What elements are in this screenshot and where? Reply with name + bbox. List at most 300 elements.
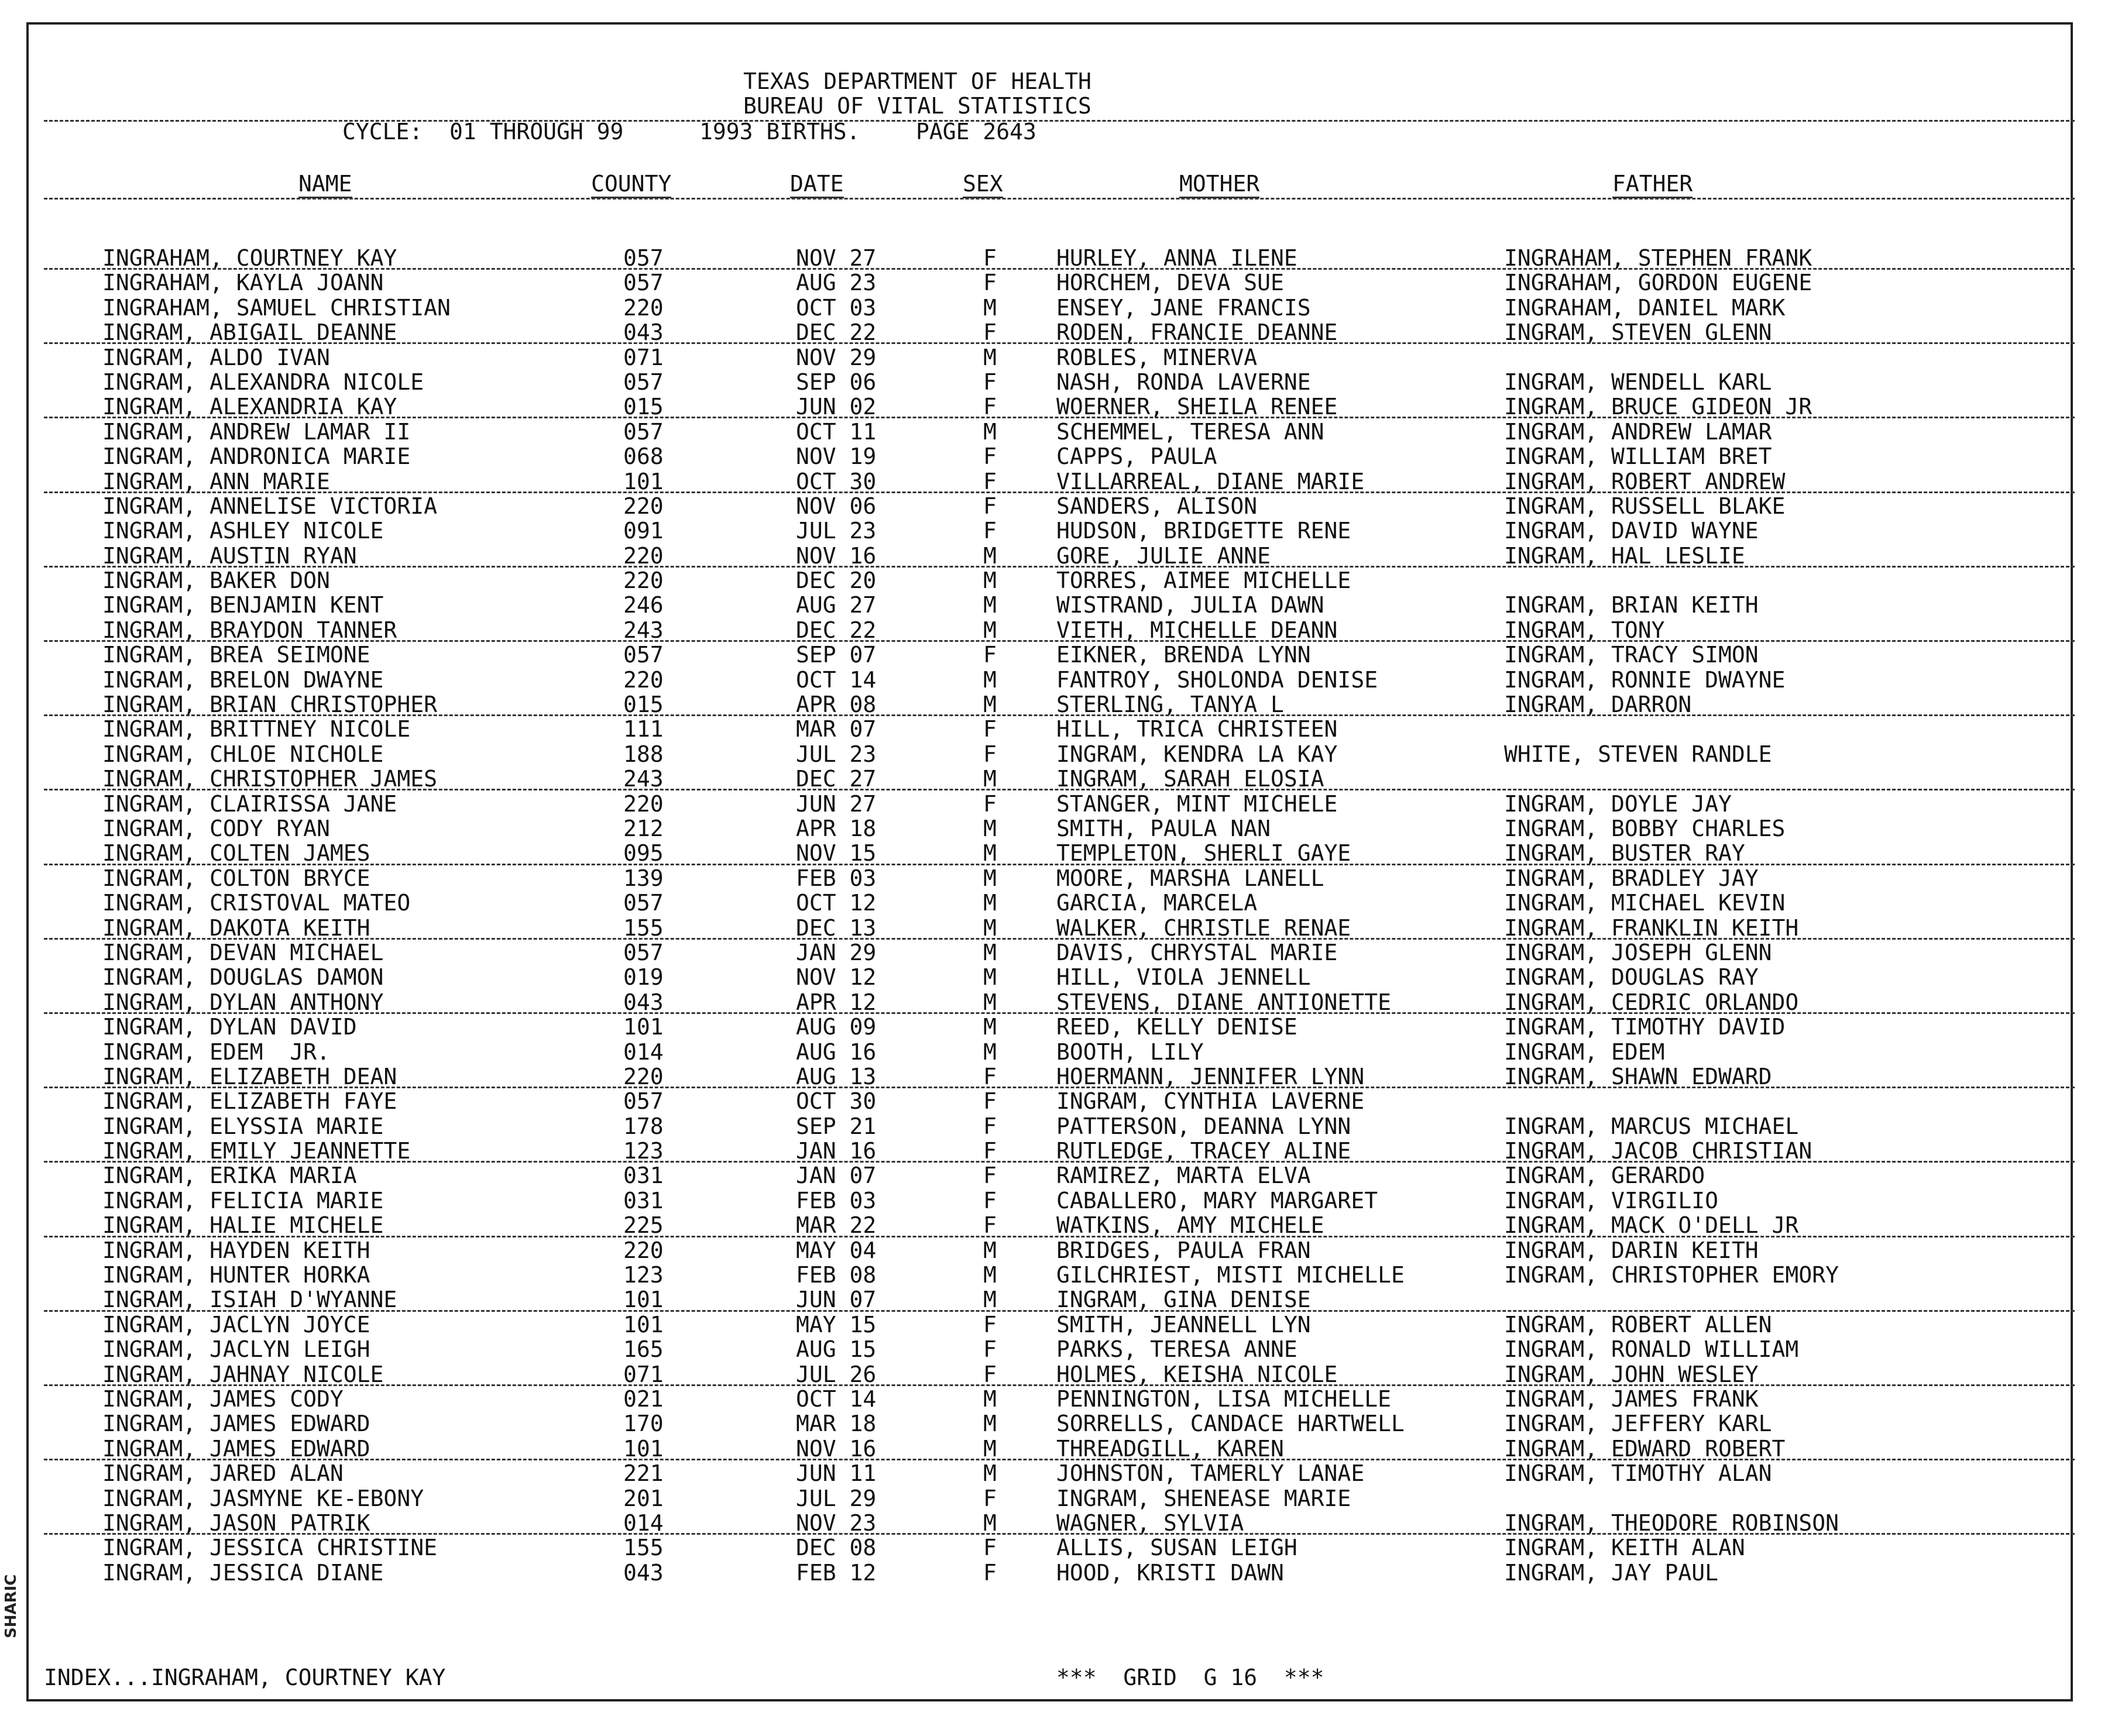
record-mother: BOOTH, LILY [1056, 1039, 1204, 1065]
cycle-label: CYCLE: 01 THROUGH 99 [342, 119, 624, 145]
record-sex: M [983, 840, 997, 867]
record-county: 071 [623, 344, 664, 370]
table-row [0, 1387, 2125, 1411]
record-sex: M [983, 542, 997, 569]
record-county: 243 [623, 766, 664, 792]
row-group-rule [44, 1236, 2075, 1237]
record-sex: M [983, 1262, 997, 1288]
record-county: 095 [623, 840, 664, 867]
record-date: NOV 06 [796, 493, 877, 519]
record-sex: M [983, 617, 997, 643]
column-header-county: COUNTY [591, 171, 671, 198]
row-group-rule [44, 491, 2075, 493]
record-date: OCT 03 [796, 294, 877, 321]
record-county: 101 [623, 1014, 664, 1040]
table-row [0, 866, 2125, 891]
record-mother: WOERNER, SHEILA RENEE [1056, 394, 1338, 420]
record-sex: F [983, 1113, 997, 1139]
table-row [0, 1213, 2125, 1237]
record-date: OCT 11 [796, 418, 877, 445]
record-mother: INGRAM, GINA DENISE [1056, 1287, 1311, 1313]
record-county: 123 [623, 1138, 664, 1164]
record-father: INGRAM, MARCUS MICHAEL [1504, 1113, 1799, 1139]
record-mother: NASH, RONDA LAVERNE [1056, 369, 1311, 395]
record-date: NOV 16 [796, 542, 877, 569]
record-father: INGRAHAM, DANIEL MARK [1504, 294, 1786, 321]
column-header-father: FATHER [1612, 171, 1693, 198]
record-mother: INGRAM, SHENEASE MARIE [1056, 1485, 1351, 1511]
record-sex: M [983, 939, 997, 965]
record-date: NOV 16 [796, 1435, 877, 1462]
record-date: JAN 07 [796, 1163, 877, 1189]
table-row [0, 940, 2125, 965]
record-mother: BRIDGES, PAULA FRAN [1056, 1237, 1311, 1263]
record-sex: M [983, 815, 997, 841]
table-row [0, 320, 2125, 345]
row-group-rule [44, 640, 2075, 642]
record-date: SEP 07 [796, 642, 877, 668]
record-date: JAN 16 [796, 1138, 877, 1164]
record-mother: STERLING, TANYA L [1056, 692, 1284, 718]
record-father: INGRAM, WENDELL KARL [1504, 369, 1772, 395]
row-group-rule [44, 789, 2075, 790]
record-date: APR 08 [796, 692, 877, 718]
record-name: INGRAHAM, SAMUEL CHRISTIAN [102, 294, 451, 321]
record-mother: PATTERSON, DEANNA LYNN [1056, 1113, 1351, 1139]
record-father: INGRAM, MACK O'DELL JR [1504, 1212, 1799, 1239]
record-name: INGRAM, JARED ALAN [102, 1460, 344, 1487]
record-name: INGRAM, ASHLEY NICOLE [102, 518, 384, 544]
record-mother: GORE, JULIE ANNE [1056, 542, 1271, 569]
record-name: INGRAHAM, COURTNEY KAY [102, 245, 397, 271]
table-row [0, 1486, 2125, 1511]
table-row [0, 444, 2125, 469]
table-row [0, 841, 2125, 865]
record-father: INGRAM, STEVEN GLENN [1504, 319, 1772, 346]
record-date: DEC 13 [796, 915, 877, 941]
record-date: FEB 03 [796, 1187, 877, 1214]
record-name: INGRAM, ANDREW LAMAR II [102, 418, 411, 445]
table-row [0, 692, 2125, 717]
record-father: INGRAM, EDEM [1504, 1039, 1665, 1065]
record-name: INGRAM, FELICIA MARIE [102, 1187, 384, 1214]
table-row [0, 1163, 2125, 1188]
record-father: INGRAM, TRACY SIMON [1504, 642, 1759, 668]
record-sex: F [983, 1485, 997, 1511]
record-name: INGRAM, DYLAN ANTHONY [102, 989, 384, 1015]
record-date: DEC 22 [796, 319, 877, 346]
record-mother: INGRAM, CYNTHIA LAVERNE [1056, 1088, 1365, 1115]
record-sex: M [983, 1510, 997, 1536]
row-group-rule [44, 268, 2075, 270]
record-father: INGRAM, TIMOTHY DAVID [1504, 1014, 1786, 1040]
record-sex: F [983, 1063, 997, 1089]
table-row [0, 1263, 2125, 1287]
record-mother: REED, KELLY DENISE [1056, 1014, 1297, 1040]
record-sex: M [983, 865, 997, 891]
record-sex: F [983, 270, 997, 296]
record-mother: SANDERS, ALISON [1056, 493, 1258, 519]
record-county: 246 [623, 592, 664, 618]
record-name: INGRAM, CODY RYAN [102, 815, 330, 841]
column-header-mother: MOTHER [1179, 171, 1259, 198]
record-name: INGRAM, BENJAMIN KENT [102, 592, 384, 618]
record-date: DEC 20 [796, 568, 877, 594]
table-row [0, 1139, 2125, 1163]
record-father: INGRAHAM, STEPHEN FRANK [1504, 245, 1812, 271]
record-county: 057 [623, 642, 664, 668]
record-county: 170 [623, 1411, 664, 1437]
table-row [0, 544, 2125, 568]
record-county: 220 [623, 666, 664, 693]
record-name: INGRAM, ABIGAIL DEANNE [102, 319, 397, 346]
record-father: INGRAM, EDWARD ROBERT [1504, 1435, 1786, 1462]
record-date: OCT 30 [796, 468, 877, 494]
record-date: AUG 27 [796, 592, 877, 618]
table-row [0, 668, 2125, 692]
record-county: 021 [623, 1386, 664, 1412]
record-father: INGRAM, CEDRIC ORLANDO [1504, 989, 1799, 1015]
record-county: 057 [623, 270, 664, 296]
record-sex: M [983, 1287, 997, 1313]
table-row [0, 1312, 2125, 1337]
record-name: INGRAM, COLTON BRYCE [102, 865, 370, 891]
record-name: INGRAM, BAKER DON [102, 568, 330, 594]
record-mother: JOHNSTON, TAMERLY LANAE [1056, 1460, 1365, 1487]
table-row [0, 593, 2125, 617]
record-name: INGRAHAM, KAYLA JOANN [102, 270, 384, 296]
record-date: SEP 06 [796, 369, 877, 395]
table-row [0, 1114, 2125, 1139]
record-county: 155 [623, 1535, 664, 1561]
table-row [0, 345, 2125, 370]
record-mother: TORRES, AIMEE MICHELLE [1056, 568, 1351, 594]
record-name: INGRAM, BRAYDON TANNER [102, 617, 397, 643]
record-father: INGRAM, THEODORE ROBINSON [1504, 1510, 1839, 1536]
record-county: 057 [623, 369, 664, 395]
record-sex: F [983, 1187, 997, 1214]
record-mother: HOLMES, KEISHA NICOLE [1056, 1361, 1338, 1387]
record-father: INGRAM, TIMOTHY ALAN [1504, 1460, 1772, 1487]
record-county: 123 [623, 1262, 664, 1288]
row-group-rule [44, 566, 2075, 568]
record-name: INGRAM, JESSICA DIANE [102, 1559, 384, 1586]
table-row [0, 246, 2125, 270]
record-name: INGRAM, CRISTOVAL MATEO [102, 890, 411, 916]
record-father: INGRAM, VIRGILIO [1504, 1187, 1719, 1214]
record-county: 243 [623, 617, 664, 643]
record-county: 031 [623, 1187, 664, 1214]
record-county: 225 [623, 1212, 664, 1239]
record-sex: M [983, 766, 997, 792]
record-mother: SORRELLS, CANDACE HARTWELL [1056, 1411, 1405, 1437]
index-footer: INDEX...INGRAHAM, COURTNEY KAY [44, 1665, 446, 1690]
record-name: INGRAM, DYLAN DAVID [102, 1014, 357, 1040]
table-row [0, 494, 2125, 518]
record-county: 091 [623, 518, 664, 544]
record-father: INGRAM, BRUCE GIDEON JR [1504, 394, 1812, 420]
record-county: 101 [623, 1287, 664, 1313]
record-date: NOV 19 [796, 444, 877, 470]
record-sex: M [983, 418, 997, 445]
row-group-rule [44, 938, 2075, 940]
record-name: INGRAM, JASON PATRIK [102, 1510, 370, 1536]
record-name: INGRAM, DOUGLAS DAMON [102, 964, 384, 991]
record-father: INGRAM, JEFFERY KARL [1504, 1411, 1772, 1437]
table-row [0, 394, 2125, 419]
record-father: INGRAM, MICHAEL KEVIN [1504, 890, 1786, 916]
record-mother: VILLARREAL, DIANE MARIE [1056, 468, 1365, 494]
record-mother: HUDSON, BRIDGETTE RENE [1056, 518, 1351, 544]
record-date: MAY 15 [796, 1311, 877, 1338]
record-name: INGRAM, ANNELISE VICTORIA [102, 493, 437, 519]
record-mother: SCHEMMEL, TERESA ANN [1056, 418, 1324, 445]
record-date: JUL 23 [796, 518, 877, 544]
agency-title: TEXAS DEPARTMENT OF HEALTH [743, 68, 1091, 94]
record-county: 015 [623, 394, 664, 420]
record-mother: VIETH, MICHELLE DEANN [1056, 617, 1338, 643]
record-mother: RUTLEDGE, TRACEY ALINE [1056, 1138, 1351, 1164]
table-row [0, 370, 2125, 394]
record-father: INGRAM, CHRISTOPHER EMORY [1504, 1262, 1839, 1288]
record-sex: M [983, 1435, 997, 1462]
record-date: JUL 23 [796, 741, 877, 767]
record-sex: M [983, 915, 997, 941]
table-row [0, 792, 2125, 816]
table-row [0, 816, 2125, 841]
record-name: INGRAM, JASMYNE KE-EBONY [102, 1485, 424, 1511]
row-group-rule [44, 1161, 2075, 1163]
record-father: WHITE, STEVEN RANDLE [1504, 741, 1772, 767]
record-name: INGRAM, DEVAN MICHAEL [102, 939, 384, 965]
record-sex: M [983, 890, 997, 916]
record-date: FEB 08 [796, 1262, 877, 1288]
record-name: INGRAM, JAMES CODY [102, 1386, 344, 1412]
record-date: JUN 11 [796, 1460, 877, 1487]
table-row [0, 1535, 2125, 1560]
record-county: 139 [623, 865, 664, 891]
record-father: INGRAM, BRADLEY JAY [1504, 865, 1759, 891]
record-date: SEP 21 [796, 1113, 877, 1139]
record-date: OCT 30 [796, 1088, 877, 1115]
table-row [0, 1188, 2125, 1213]
record-mother: TEMPLETON, SHERLI GAYE [1056, 840, 1351, 867]
table-row [0, 965, 2125, 989]
table-row [0, 1015, 2125, 1039]
record-father: INGRAM, WILLIAM BRET [1504, 444, 1772, 470]
record-name: INGRAM, HAYDEN KEITH [102, 1237, 370, 1263]
record-county: 165 [623, 1336, 664, 1363]
record-father: INGRAM, RUSSELL BLAKE [1504, 493, 1786, 519]
row-group-rule [44, 417, 2075, 418]
record-sex: M [983, 1237, 997, 1263]
record-sex: M [983, 1411, 997, 1437]
record-sex: F [983, 1559, 997, 1586]
record-mother: THREADGILL, KAREN [1056, 1435, 1284, 1462]
record-county: 043 [623, 319, 664, 346]
record-name: INGRAM, EDEM JR. [102, 1039, 330, 1065]
record-mother: WATKINS, AMY MICHELE [1056, 1212, 1324, 1239]
table-row [0, 1040, 2125, 1064]
record-date: NOV 15 [796, 840, 877, 867]
table-row [0, 469, 2125, 494]
record-county: 178 [623, 1113, 664, 1139]
table-row [0, 642, 2125, 667]
record-name: INGRAM, ANN MARIE [102, 468, 330, 494]
record-mother: HURLEY, ANNA ILENE [1056, 245, 1297, 271]
record-mother: INGRAM, SARAH ELOSIA [1056, 766, 1324, 792]
column-header-rule [44, 198, 2075, 200]
record-date: MAR 18 [796, 1411, 877, 1437]
record-county: 057 [623, 245, 664, 271]
record-father: INGRAM, HAL LESLIE [1504, 542, 1745, 569]
record-sex: M [983, 344, 997, 370]
record-date: DEC 08 [796, 1535, 877, 1561]
record-sex: M [983, 692, 997, 718]
record-father: INGRAM, DOUGLAS RAY [1504, 964, 1759, 991]
record-sex: M [983, 1039, 997, 1065]
record-sex: M [983, 592, 997, 618]
record-father: INGRAM, DARRON [1504, 692, 1692, 718]
side-mark: SHARIC [2, 1574, 20, 1638]
table-row [0, 766, 2125, 791]
record-name: INGRAM, ANDRONICA MARIE [102, 444, 411, 470]
record-mother: GILCHRIEST, MISTI MICHELLE [1056, 1262, 1405, 1288]
record-county: 057 [623, 418, 664, 445]
record-sex: F [983, 1138, 997, 1164]
record-date: APR 18 [796, 815, 877, 841]
record-date: AUG 15 [796, 1336, 877, 1363]
column-header-date: DATE [790, 171, 844, 198]
record-name: INGRAM, JAMES EDWARD [102, 1435, 370, 1462]
record-father: INGRAHAM, GORDON EUGENE [1504, 270, 1812, 296]
record-name: INGRAM, ALEXANDRA NICOLE [102, 369, 424, 395]
record-father: INGRAM, RONNIE DWAYNE [1504, 666, 1786, 693]
record-name: INGRAM, HUNTER HORKA [102, 1262, 370, 1288]
table-row [0, 742, 2125, 766]
table-row [0, 1287, 2125, 1312]
record-father: INGRAM, FRANKLIN KEITH [1504, 915, 1799, 941]
table-row [0, 518, 2125, 543]
record-name: INGRAM, EMILY JEANNETTE [102, 1138, 411, 1164]
record-name: INGRAM, AUSTIN RYAN [102, 542, 357, 569]
bureau-title: BUREAU OF VITAL STATISTICS [743, 93, 1091, 119]
record-date: AUG 16 [796, 1039, 877, 1065]
record-county: 057 [623, 1088, 664, 1115]
record-date: NOV 23 [796, 1510, 877, 1536]
record-date: DEC 22 [796, 617, 877, 643]
record-sex: M [983, 1460, 997, 1487]
table-row [0, 618, 2125, 642]
table-row [0, 1560, 2125, 1585]
record-name: INGRAM, ELYSSIA MARIE [102, 1113, 384, 1139]
record-father: INGRAM, BUSTER RAY [1504, 840, 1745, 867]
table-row [0, 270, 2125, 295]
record-county: 221 [623, 1460, 664, 1487]
record-county: 019 [623, 964, 664, 991]
table-row [0, 916, 2125, 940]
record-county: 031 [623, 1163, 664, 1189]
record-sex: M [983, 568, 997, 594]
table-row [0, 990, 2125, 1015]
record-mother: GARCIA, MARCELA [1056, 890, 1258, 916]
record-date: FEB 03 [796, 865, 877, 891]
table-row [0, 1436, 2125, 1461]
record-sex: F [983, 1212, 997, 1239]
record-sex: F [983, 1163, 997, 1189]
record-father: INGRAM, BRIAN KEITH [1504, 592, 1759, 618]
table-row [0, 1511, 2125, 1535]
record-county: 111 [623, 716, 664, 742]
record-father: INGRAM, JAMES FRANK [1504, 1386, 1759, 1412]
record-father: INGRAM, DARIN KEITH [1504, 1237, 1759, 1263]
record-mother: WISTRAND, JULIA DAWN [1056, 592, 1324, 618]
row-group-rule [44, 342, 2075, 344]
record-sex: F [983, 319, 997, 346]
record-sex: F [983, 716, 997, 742]
record-mother: HORCHEM, DEVA SUE [1056, 270, 1284, 296]
table-row [0, 295, 2125, 320]
table-row [0, 1064, 2125, 1089]
record-date: NOV 12 [796, 964, 877, 991]
record-date: APR 12 [796, 989, 877, 1015]
record-date: JUL 29 [796, 1485, 877, 1511]
record-county: 220 [623, 493, 664, 519]
record-father: INGRAM, BOBBY CHARLES [1504, 815, 1786, 841]
table-row [0, 1461, 2125, 1486]
record-name: INGRAM, JAHNAY NICOLE [102, 1361, 384, 1387]
record-name: INGRAM, ELIZABETH DEAN [102, 1063, 397, 1089]
record-mother: RAMIREZ, MARTA ELVA [1056, 1163, 1311, 1189]
record-father: INGRAM, JAY PAUL [1504, 1559, 1719, 1586]
record-county: 057 [623, 939, 664, 965]
table-row [0, 1089, 2125, 1113]
record-name: INGRAM, CHLOE NICHOLE [102, 741, 384, 767]
record-sex: F [983, 1336, 997, 1363]
record-sex: F [983, 790, 997, 817]
record-mother: ROBLES, MINERVA [1056, 344, 1258, 370]
table-row [0, 420, 2125, 444]
record-county: 043 [623, 989, 664, 1015]
record-date: MAY 04 [796, 1237, 877, 1263]
record-county: 220 [623, 294, 664, 321]
record-name: INGRAM, BRIAN CHRISTOPHER [102, 692, 437, 718]
record-county: 057 [623, 890, 664, 916]
record-mother: HOOD, KRISTI DAWN [1056, 1559, 1284, 1586]
record-date: AUG 13 [796, 1063, 877, 1089]
row-group-rule [44, 714, 2075, 716]
record-mother: STANGER, MINT MICHELE [1056, 790, 1338, 817]
record-county: 220 [623, 790, 664, 817]
row-group-rule [44, 1384, 2075, 1386]
record-name: INGRAM, ALDO IVAN [102, 344, 330, 370]
record-sex: F [983, 394, 997, 420]
record-sex: F [983, 245, 997, 271]
record-date: AUG 23 [796, 270, 877, 296]
column-header-sex: SEX [963, 171, 1003, 198]
record-county: 188 [623, 741, 664, 767]
record-name: INGRAM, BRELON DWAYNE [102, 666, 384, 693]
record-sex: F [983, 468, 997, 494]
table-row [0, 568, 2125, 593]
record-county: 015 [623, 692, 664, 718]
row-group-rule [44, 1533, 2075, 1535]
record-sex: M [983, 964, 997, 991]
record-mother: SMITH, PAULA NAN [1056, 815, 1271, 841]
record-father: INGRAM, ANDREW LAMAR [1504, 418, 1772, 445]
row-group-rule [44, 864, 2075, 865]
record-mother: WALKER, CHRISTLE RENAE [1056, 915, 1351, 941]
